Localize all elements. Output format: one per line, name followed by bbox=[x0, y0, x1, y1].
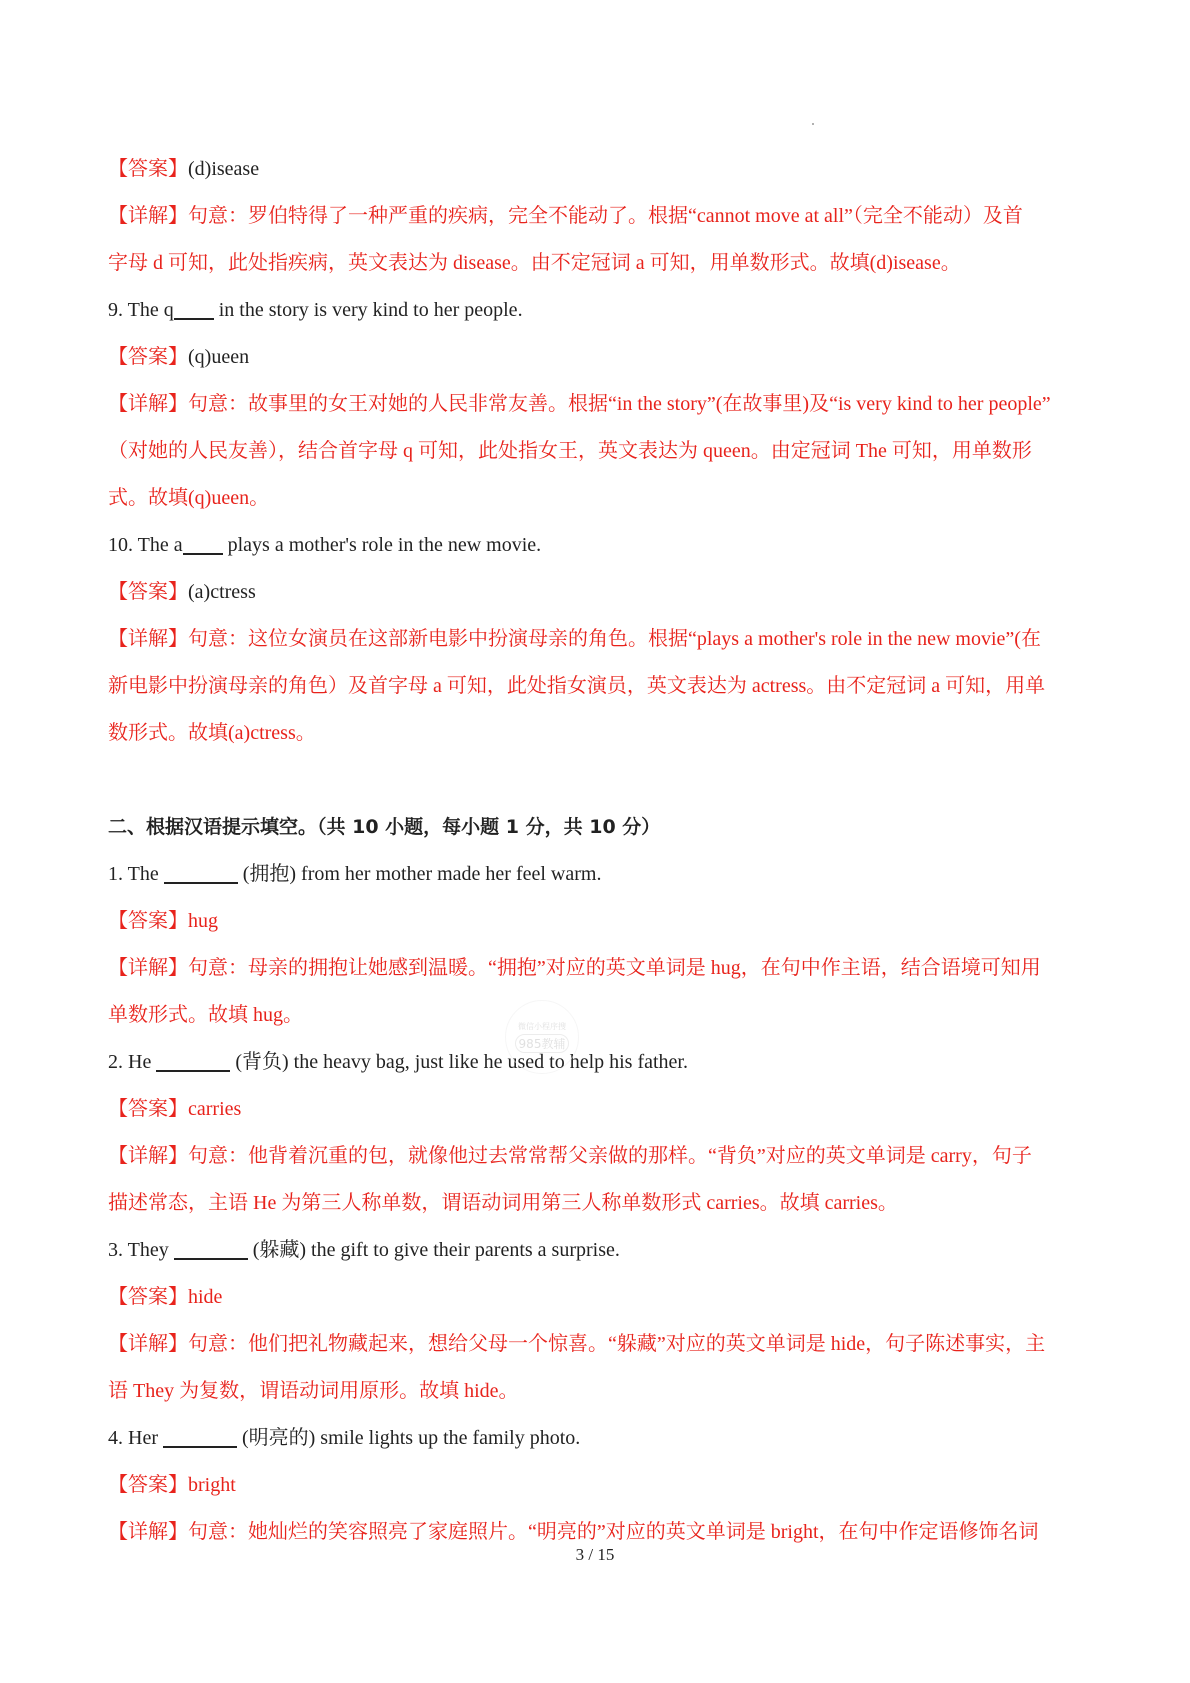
answer-blank bbox=[156, 1049, 230, 1072]
question-text-after: (躲藏) the gift to give their parents a surprise. bbox=[247, 1239, 620, 1261]
detail-prefix: 句意： bbox=[188, 1521, 248, 1543]
watermark-seal bbox=[505, 1000, 579, 1074]
answer-blank bbox=[174, 297, 214, 320]
answer-line bbox=[108, 898, 1094, 945]
question-text-before: 9. The q bbox=[108, 299, 174, 321]
detail-tag: 【详解】 bbox=[108, 957, 188, 979]
stray-dot bbox=[812, 123, 814, 125]
answer-line bbox=[108, 334, 1094, 381]
detail-text: 字母 d 可知，此处指疾病，英文表达为 disease。由不定冠词 a 可知，用单数形式。故填(d)isease。 bbox=[108, 252, 961, 274]
question-text-before: 10. The a bbox=[108, 534, 183, 556]
question-text-before: 2. He bbox=[108, 1051, 157, 1073]
detail-text: 式。故填(q)ueen。 bbox=[108, 487, 270, 509]
detail-line bbox=[108, 616, 1094, 663]
section-title: 二、根据汉语提示填空。（共 10 小题，每小题 1 分，共 10 分） bbox=[108, 816, 661, 838]
answer-blank bbox=[163, 1425, 237, 1448]
detail-text: 他们把礼物藏起来，想给父母一个惊喜。“躲藏”对应的英文单词是 hide，句子陈述事实，主 bbox=[248, 1333, 1046, 1355]
answer-tag: 【答案】 bbox=[108, 1098, 188, 1120]
answer-text: hug bbox=[188, 910, 218, 932]
answer-blank bbox=[183, 532, 223, 555]
detail-line bbox=[108, 992, 1094, 1039]
question-text-after: plays a mother's role in the new movie. bbox=[222, 534, 542, 556]
answer-blank bbox=[174, 1237, 248, 1260]
answer-text: (d)isease bbox=[188, 158, 260, 180]
answer-blank bbox=[164, 861, 238, 884]
answer-text: carries bbox=[188, 1098, 242, 1120]
detail-text: 语 They 为复数，谓语动词用原形。故填 hide。 bbox=[108, 1380, 519, 1402]
answer-tag: 【答案】 bbox=[108, 910, 188, 932]
detail-tag: 【详解】 bbox=[108, 393, 188, 415]
detail-prefix: 句意： bbox=[188, 957, 248, 979]
detail-tag: 【详解】 bbox=[108, 1145, 188, 1167]
detail-line bbox=[108, 945, 1094, 992]
detail-text: 她灿烂的笑容照亮了家庭照片。“明亮的”对应的英文单词是 bright，在句中作定语修饰名词 bbox=[248, 1521, 1039, 1543]
detail-text: 数形式。故填(a)ctress。 bbox=[108, 722, 316, 744]
answer-text: hide bbox=[188, 1286, 223, 1308]
page-content bbox=[108, 146, 1094, 1556]
detail-tag: 【详解】 bbox=[108, 628, 188, 650]
detail-text: 新电影中扮演母亲的角色）及首字母 a 可知，此处指女演员，英文表达为 actress。由不定冠词 a 可知，用单 bbox=[108, 675, 1046, 697]
detail-text: 故事里的女王对她的人民非常友善。根据“in the story”(在故事里)及“is very kind to her people” bbox=[248, 393, 1051, 415]
detail-prefix: 句意： bbox=[188, 628, 248, 650]
detail-text: 描述常态，主语 He 为第三人称单数，谓语动词用第三人称单数形式 carries。故填 carries。 bbox=[108, 1192, 898, 1214]
question-line bbox=[108, 851, 1094, 898]
answer-text: bright bbox=[188, 1474, 236, 1496]
detail-text: （对她的人民友善），结合首字母 q 可知，此处指女王，英文表达为 queen。由定冠词 The 可知，用单数形 bbox=[108, 440, 1032, 462]
detail-line bbox=[108, 475, 1094, 522]
question-line bbox=[108, 1227, 1094, 1274]
detail-tag: 【详解】 bbox=[108, 205, 188, 227]
detail-prefix: 句意： bbox=[188, 1333, 248, 1355]
detail-text: 这位女演员在这部新电影中扮演母亲的角色。根据“plays a mother's role in the new movie”(在 bbox=[248, 628, 1041, 650]
answer-text: (a)ctress bbox=[188, 581, 256, 603]
detail-text: 单数形式。故填 hug。 bbox=[108, 1004, 303, 1026]
detail-line bbox=[108, 428, 1094, 475]
detail-line bbox=[108, 663, 1094, 710]
answer-line bbox=[108, 569, 1094, 616]
detail-line bbox=[108, 193, 1094, 240]
detail-text: 他背着沉重的包，就像他过去常常帮父亲做的那样。“背负”对应的英文单词是 carry，句子 bbox=[248, 1145, 1032, 1167]
answer-tag: 【答案】 bbox=[108, 1474, 188, 1496]
question-text-before: 3. They bbox=[108, 1239, 174, 1261]
detail-prefix: 句意： bbox=[188, 205, 248, 227]
detail-tag: 【详解】 bbox=[108, 1521, 188, 1543]
answer-line bbox=[108, 1274, 1094, 1321]
answer-tag: 【答案】 bbox=[108, 158, 188, 180]
detail-line bbox=[108, 240, 1094, 287]
question-text-after: in the story is very kind to her people. bbox=[213, 299, 523, 321]
detail-tag: 【详解】 bbox=[108, 1333, 188, 1355]
page-number: 3 / 15 bbox=[575, 1545, 615, 1564]
question-line bbox=[108, 287, 1094, 334]
question-text-after: (明亮的) smile lights up the family photo. bbox=[236, 1427, 581, 1449]
question-line bbox=[108, 1039, 1094, 1086]
detail-text: 罗伯特得了一种严重的疾病，完全不能动了。根据“cannot move at all”（完全不能动）及首 bbox=[248, 205, 1023, 227]
question-text-before: 1. The bbox=[108, 863, 164, 885]
question-text-before: 4. Her bbox=[108, 1427, 163, 1449]
answer-text: (q)ueen bbox=[188, 346, 250, 368]
detail-line bbox=[108, 710, 1094, 757]
answer-tag: 【答案】 bbox=[108, 581, 188, 603]
detail-line bbox=[108, 1133, 1094, 1180]
detail-prefix: 句意： bbox=[188, 1145, 248, 1167]
detail-line bbox=[108, 1368, 1094, 1415]
question-line bbox=[108, 522, 1094, 569]
question-text-after: (拥抱) from her mother made her feel warm. bbox=[237, 863, 602, 885]
detail-line bbox=[108, 1321, 1094, 1368]
question-text-after: (背负) the heavy bag, just like he used to help his father. bbox=[230, 1051, 688, 1073]
detail-text: 母亲的拥抱让她感到温暖。“拥抱”对应的英文单词是 hug，在句中作主语，结合语境可知用 bbox=[248, 957, 1041, 979]
answer-tag: 【答案】 bbox=[108, 1286, 188, 1308]
detail-prefix: 句意： bbox=[188, 393, 248, 415]
detail-line bbox=[108, 381, 1094, 428]
answer-line bbox=[108, 1462, 1094, 1509]
answer-line bbox=[108, 1086, 1094, 1133]
watermark-line1: 微信小程序搜 bbox=[518, 1022, 566, 1031]
watermark-line2: 985教辅 bbox=[515, 1034, 570, 1053]
question-line bbox=[108, 1415, 1094, 1462]
detail-line bbox=[108, 1180, 1094, 1227]
answer-tag: 【答案】 bbox=[108, 346, 188, 368]
answer-line bbox=[108, 146, 1094, 193]
